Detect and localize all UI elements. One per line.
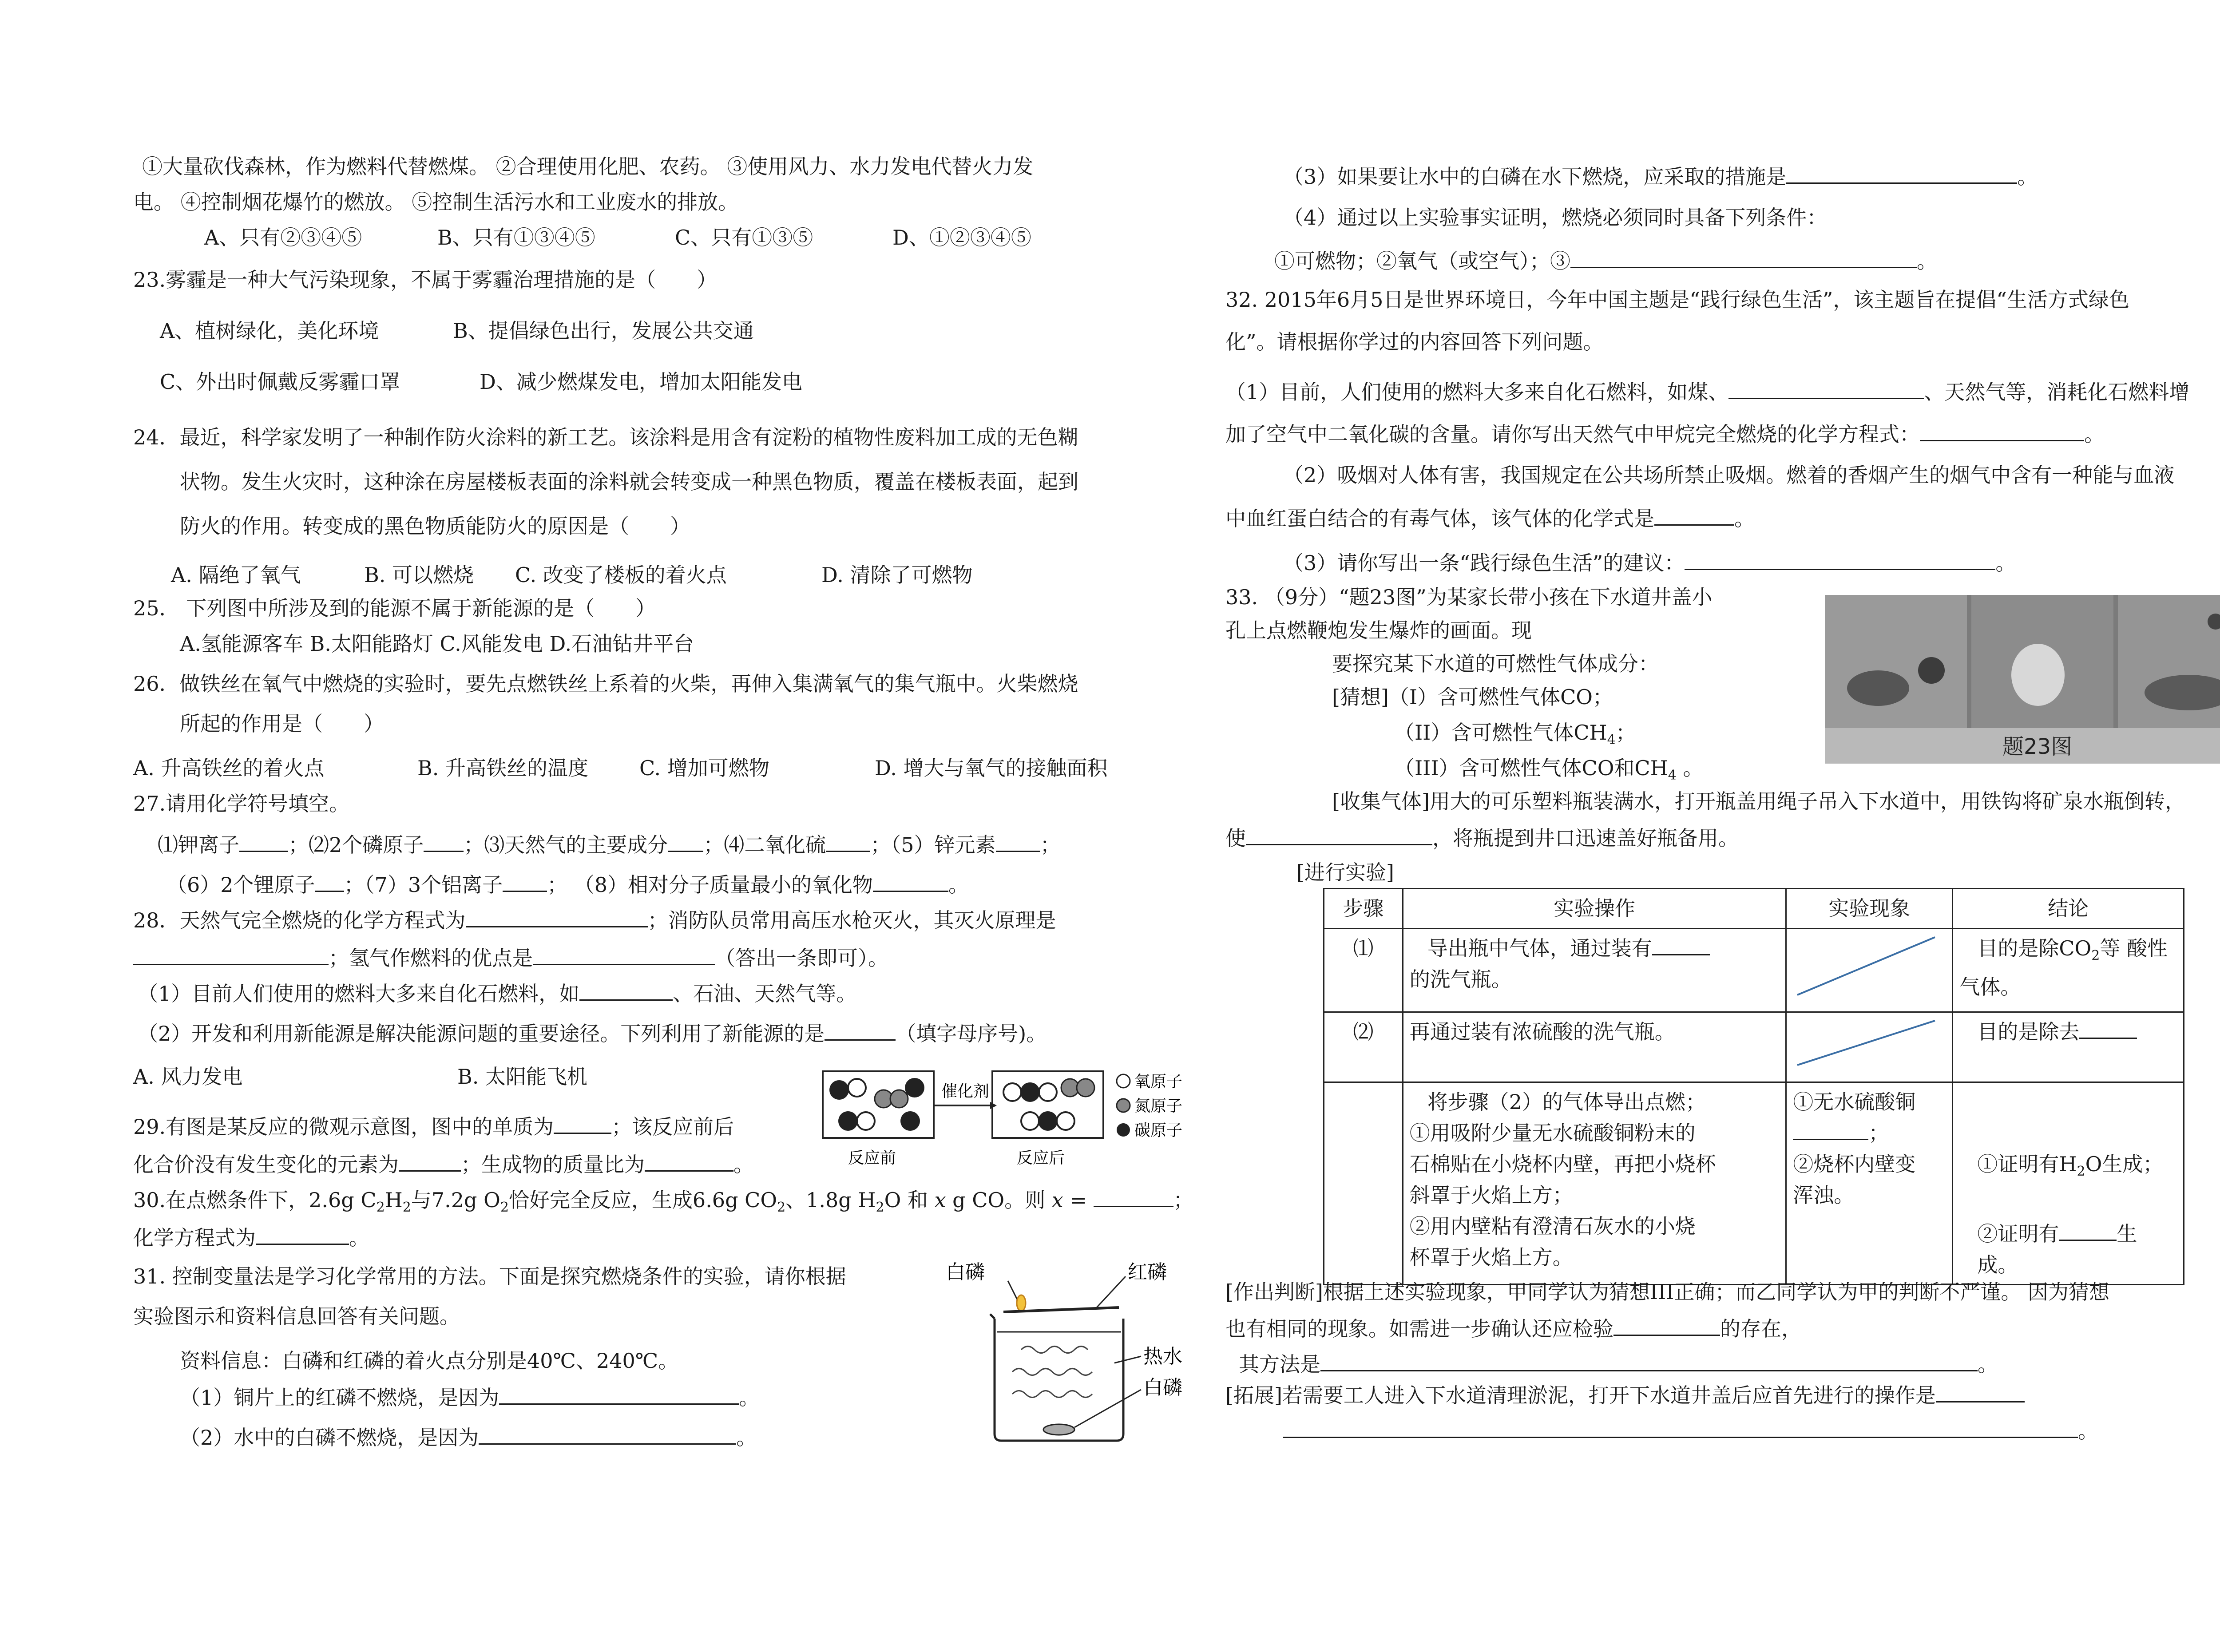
- carbon-atom: [1020, 1082, 1040, 1102]
- q31-sub3: [1283, 162, 2038, 190]
- answer-blank[interactable]: [825, 1019, 896, 1041]
- row3-con-2b: 生成。: [1977, 1222, 2137, 1277]
- nitrogen-atom: [1077, 1079, 1094, 1097]
- answer-blank[interactable]: [1936, 1381, 2025, 1402]
- arrow-head-icon: [990, 1102, 997, 1109]
- q30-x: x: [934, 1188, 946, 1212]
- row1-step: ⑴: [1324, 929, 1403, 1012]
- q22-option-c: C、只有①③⑤: [675, 226, 813, 250]
- answer-blank[interactable]: [668, 830, 703, 852]
- reaction-diagram: [821, 1070, 1230, 1177]
- q27-text-8: ；（7）3个铝离子: [344, 873, 503, 897]
- q32-sub2-line2: [1225, 504, 1755, 532]
- q24-line2: 状物。发生火灾时，这种涂在房屋楼板表面的涂料就会转变成一种黑色物质，覆盖在楼板表面，起到: [180, 470, 1078, 494]
- answer-blank[interactable]: [1320, 1350, 1978, 1371]
- beaker-diagram: [946, 1256, 1212, 1447]
- q33-exp-title: [进行实验]: [1296, 860, 1394, 884]
- q25-stem: 25． 下列图中所涉及到的能源不属于新能源的是（ ）: [133, 596, 656, 620]
- q33-judge1: [作出判断]根据上述实验现象，甲同学认为猜想III正确；而乙同学认为甲的判断不严谨。 因为猜想: [1225, 1280, 2110, 1304]
- carbon-atom: [838, 1111, 858, 1131]
- q30-line2: [133, 1223, 369, 1251]
- row3-operation: [1403, 1082, 1786, 1285]
- q27-text-6: ；: [1040, 833, 1061, 857]
- q30-t7: g CO。则: [946, 1188, 1052, 1212]
- white-phosphorus-piece: [1043, 1424, 1074, 1435]
- q33-collect2: [1225, 824, 1739, 852]
- answer-blank[interactable]: [533, 943, 715, 965]
- row3-op-1: 将步骤（2）的气体导出点燃；: [1427, 1090, 1706, 1114]
- q32-sub3: [1283, 548, 2016, 576]
- q30-t4: 恰好完全反应，生成6.6g CO: [508, 1188, 777, 1212]
- answer-blank[interactable]: [1728, 377, 1924, 399]
- header-operation: 实验操作: [1403, 889, 1786, 929]
- q33-line3: 要探究某下水道的可燃性气体成分：: [1332, 652, 1659, 676]
- answer-blank[interactable]: [2059, 1219, 2117, 1241]
- q30-t1: 30.在点燃条件下，2.6g C: [133, 1188, 377, 1212]
- q29-text-a: 29.有图是某反应的微观示意图，图中的单质为: [133, 1115, 554, 1139]
- row2-con-text: 目的是除去: [1977, 1020, 2080, 1044]
- photo-content: [1825, 595, 2220, 764]
- q33-guess2: （II）含可燃性气体$CH_4$；: [1394, 721, 1636, 748]
- q26-option-d: D. 增大与氧气的接触面积: [875, 756, 1108, 780]
- oxygen-atom: [857, 1112, 875, 1130]
- answer-blank[interactable]: [826, 830, 870, 852]
- q24-option-b: B. 可以燃烧: [364, 563, 474, 587]
- q28-option-a: A. 风力发电: [133, 1065, 243, 1089]
- q29-text-e: 。: [733, 1153, 754, 1177]
- carbon-atom: [1038, 1111, 1058, 1131]
- q30-t2: H: [385, 1188, 403, 1212]
- q32-line1: 32. 2015年6月5日是世界环境日，今年中国主题是“践行绿色生活”，该主题旨在提倡“生活方式绿色: [1225, 288, 2129, 312]
- q27-text-4: ；⑷二氧化硫: [703, 833, 826, 857]
- q30-t5: 、1.8g H: [785, 1188, 876, 1212]
- q28-text-c: ；氢气作燃料的优点是: [329, 946, 533, 970]
- answer-blank[interactable]: [479, 1423, 736, 1445]
- q24-line3: 防火的作用。转变成的黑色物质能防火的原因是（ ）: [180, 514, 690, 538]
- q27-text-1: ⑴钾离子: [158, 833, 239, 857]
- legend-carbon-icon: [1117, 1123, 1130, 1137]
- q24-option-c: C. 改变了楼板的着火点: [515, 563, 727, 587]
- answer-blank[interactable]: [424, 830, 464, 852]
- judge-text-1: 也有相同的现象。如需进一步确认还应检验: [1225, 1317, 1613, 1341]
- q26-option-b: B. 升高铁丝的温度: [417, 756, 589, 780]
- oxygen-atom: [1021, 1112, 1039, 1130]
- hot-water-label: 热水: [1143, 1345, 1182, 1368]
- answer-blank[interactable]: [1793, 1118, 1868, 1140]
- q28-sub2: [138, 1019, 1047, 1047]
- q28-text-e: （1）目前人们使用的燃料大多来自化石燃料，如: [138, 982, 580, 1006]
- row1-con-text-1: 目的是除CO: [1977, 936, 2092, 960]
- q27-line2: [166, 870, 969, 898]
- q29-text-c: 化合价没有发生变化的元素为: [133, 1153, 399, 1177]
- answer-blank[interactable]: [1570, 246, 1917, 268]
- q32-text-1: （1）目前，人们使用的燃料大多来自化石燃料，如煤、: [1225, 380, 1729, 404]
- q29-line1: [133, 1112, 734, 1140]
- row3-con-2a: ②证明有: [1977, 1222, 2059, 1246]
- q33-judge2: [1225, 1314, 1802, 1342]
- q30-t8: =: [1063, 1188, 1094, 1212]
- period: 。: [1978, 1352, 1998, 1376]
- q31-text-3: （3）如果要让水中的白磷在水下燃烧，应采取的措施是: [1283, 165, 1787, 189]
- header-conclusion: 结论: [1953, 889, 2184, 929]
- q31-line2: 实验图示和资料信息回答有关问题。: [133, 1304, 460, 1328]
- q30-t10: 化学方程式为: [133, 1226, 256, 1250]
- q31-conditions: [1274, 246, 1937, 274]
- question-photo: [1825, 595, 2220, 764]
- header-phenomenon: 实验现象: [1786, 889, 1953, 929]
- q28-sub1: [138, 979, 856, 1007]
- q24-option-a: A. 隔绝了氧气: [171, 563, 301, 587]
- q23-option-d: D、减少燃煤发电，增加太阳能发电: [480, 370, 802, 394]
- answer-blank[interactable]: [996, 830, 1040, 852]
- q33-line2: 孔上点燃鞭炮发生爆炸的画面。现: [1225, 618, 1532, 642]
- q31-sub2: [180, 1423, 757, 1451]
- q23-option-a: A、植树绿化，美化环境: [160, 319, 379, 343]
- period: 。: [2078, 1419, 2098, 1443]
- oxygen-atom: [1057, 1112, 1074, 1130]
- row1-phenomenon: [1786, 929, 1953, 1012]
- q28-text-b: ；消防队员常用高压水枪灭火，其灭火原理是: [647, 908, 1056, 932]
- legend-oxygen-icon: [1117, 1074, 1130, 1088]
- q28-option-b: B. 太阳能飞机: [457, 1065, 588, 1089]
- period: 。: [2017, 165, 2038, 189]
- q23-option-c: C、外出时佩戴反雾霾口罩: [160, 370, 400, 394]
- q32-text-5: （3）请你写出一条“践行绿色生活”的建议：: [1283, 551, 1685, 575]
- q22-option-a: A、只有②③④⑤: [204, 226, 362, 250]
- method-text: 其方法是: [1239, 1352, 1320, 1376]
- row2-phenomenon: [1786, 1012, 1953, 1082]
- answer-blank[interactable]: [1685, 548, 1995, 570]
- row3-conclusion: ①证明有$H_2O$生成； ②证明有 生成。: [1953, 1082, 2184, 1285]
- nitrogen-atom: [890, 1090, 908, 1108]
- q32-line2: 化”。请根据你学过的内容回答下列问题。: [1225, 330, 1604, 354]
- q32-text-4: 中血红蛋白结合的有毒气体，该气体的化学式是: [1225, 507, 1654, 531]
- q33-guess3: （III）含可燃性气体CO和$CH_4$ 。: [1394, 756, 1704, 784]
- legend-nitrogen-icon: [1117, 1099, 1130, 1112]
- answer-blank[interactable]: [1786, 162, 2017, 184]
- row3-op-3: 石棉贴在小烧杯内壁，再把小烧杯: [1409, 1152, 1716, 1176]
- row1-con-text-2: 等 酸性: [2100, 936, 2168, 960]
- q32-sub2: （2）吸烟对人体有害，我国规定在公共场所禁止吸烟。燃着的香烟产生的烟气中含有一种能与血液: [1283, 463, 2175, 487]
- after-label: 反应后: [1017, 1149, 1065, 1167]
- oxygen-atom: [1039, 1083, 1057, 1101]
- diagonal-slash: [1793, 933, 1939, 999]
- q28-text-f: 、石油、天然气等。: [673, 982, 857, 1006]
- q31-text-4: ①可燃物；②氧气（或空气）；③: [1274, 249, 1570, 273]
- period: 。: [2084, 422, 2105, 446]
- q29-text-d: ；生成物的质量比为: [461, 1153, 645, 1177]
- answer-blank[interactable]: [554, 1112, 611, 1134]
- carbon-atom: [905, 1078, 924, 1097]
- q33-method: [1239, 1350, 1998, 1378]
- q33-guess2-text: （II）含可燃性气体CH: [1394, 721, 1607, 745]
- experiment-table: [1323, 888, 2184, 1285]
- answer-blank[interactable]: [873, 870, 948, 892]
- legend-oxygen: 氧原子: [1134, 1073, 1183, 1091]
- answer-blank[interactable]: [1920, 420, 2084, 441]
- row1-con-text-3: 气体。: [1959, 975, 2021, 999]
- row3-con-1b: O生成；: [2085, 1152, 2164, 1176]
- answer-blank[interactable]: [1654, 504, 1734, 526]
- q32-sub1-line2: [1225, 420, 2105, 448]
- q32-text-3: 加了空气中二氧化碳的含量。请你写出天然气中甲烷完全燃烧的化学方程式：: [1225, 422, 1920, 446]
- q27-text-3: ；⑶天然气的主要成分: [464, 833, 668, 857]
- q33-extension: [1225, 1381, 2025, 1409]
- q31-period: 。: [736, 1426, 757, 1450]
- q32-text-2: 、天然气等，消耗化石燃料增: [1924, 380, 2190, 404]
- q28-text-a: 28．天然气完全燃烧的化学方程式为: [133, 908, 466, 932]
- period: 。: [1995, 551, 2016, 575]
- q33-collect1: [收集气体]用大的可乐塑料瓶装满水，打开瓶盖用绳子吊入下水道中，用铁钩将矿泉水瓶倒转，: [1332, 789, 2185, 813]
- row3-con-1a: ①证明有H: [1977, 1152, 2077, 1176]
- catalyst-label: 催化剂: [941, 1082, 990, 1101]
- q22-line1: ①大量砍伐森林，作为燃料代替燃煤。 ②合理使用化肥、农药。 ③使用风力、水力发电代替火力发: [142, 155, 1034, 178]
- q27-text-2: ；⑵2个磷原子: [288, 833, 424, 857]
- answer-blank[interactable]: [315, 870, 344, 892]
- q27-text-10: 。: [948, 873, 969, 897]
- row2-operation: 再通过装有浓硫酸的洗气瓶。: [1403, 1012, 1786, 1082]
- q33-extension-line2: [1283, 1416, 2098, 1444]
- q27-text-5: ；（5）锌元素: [870, 833, 996, 857]
- q30-t3: 与7.2g O: [411, 1188, 500, 1212]
- q31-text-2: （2）水中的白磷不燃烧，是因为: [180, 1426, 479, 1450]
- period: 。: [1917, 249, 1937, 273]
- answer-blank[interactable]: [1283, 1416, 2078, 1438]
- q29-line2: [133, 1150, 754, 1178]
- q28-text-d: （答出一条即可）。: [715, 946, 888, 970]
- q28-line1: [133, 906, 1056, 934]
- row3-phen-2: ②烧杯内壁变: [1793, 1152, 1916, 1176]
- answer-blank[interactable]: [466, 906, 648, 927]
- row1-operation: [1403, 929, 1786, 1012]
- judge-text-2: 的存在，: [1720, 1317, 1802, 1341]
- answer-blank[interactable]: [1094, 1185, 1173, 1207]
- q33-guess3-text: （III）含可燃性气体CO和CH: [1394, 756, 1668, 780]
- q28-text-h: （填字母序号)。: [896, 1022, 1047, 1046]
- row3-phen-1: ①无水硫酸铜: [1793, 1090, 1916, 1114]
- q33-collect-text-1: 使: [1225, 826, 1246, 850]
- q31-line1: 31. 控制变量法是学习化学常用的方法。下面是探究燃烧条件的实验，请你根据: [133, 1264, 846, 1288]
- q26-line2: 所起的作用是（ ）: [180, 712, 384, 736]
- answer-blank[interactable]: [1246, 824, 1432, 845]
- photo-caption: 题23图: [2002, 734, 2073, 759]
- q22-option-d: D、①②③④⑤: [892, 226, 1031, 250]
- q33-guess1: [猜想]（I）含可燃性气体CO；: [1332, 685, 1613, 709]
- white-phosphorus-label-2: 白磷: [1143, 1376, 1182, 1399]
- answer-blank[interactable]: [1613, 1314, 1720, 1336]
- legend-carbon: 碳原子: [1134, 1121, 1183, 1140]
- diagonal-slash: [1793, 1016, 1939, 1070]
- row3-step: [1324, 1082, 1403, 1285]
- q30-t11: 。: [349, 1226, 369, 1250]
- answer-blank[interactable]: [133, 943, 329, 965]
- answer-blank[interactable]: [503, 870, 547, 892]
- ext-text: [拓展]若需要工人进入下水道清理淤泥，打开下水道井盖后应首先进行的操作是: [1225, 1383, 1936, 1407]
- answer-blank[interactable]: [499, 1383, 739, 1405]
- answer-blank[interactable]: [2079, 1017, 2137, 1039]
- q26-line1: 26．做铁丝在氧气中燃烧的实验时，要先点燃铁丝上系着的火柴，再伸入集满氧气的集气瓶中。火柴燃烧: [133, 672, 1078, 696]
- q30-line1: 30.在点燃条件下，2.6g $C_2H_2$与7.2g $O_2$恰好完全反应，生成6.6g $CO_2$、1.8g $H_2O$ 和 x g CO。则 x = ；: [133, 1185, 1194, 1221]
- legend-nitrogen: 氮原子: [1134, 1097, 1183, 1115]
- flame-icon: [1017, 1295, 1026, 1311]
- answer-blank[interactable]: [579, 979, 673, 1001]
- q32-sub1: [1225, 377, 2189, 405]
- oxygen-atom: [848, 1079, 866, 1097]
- q30-t9: ；: [1173, 1188, 1194, 1212]
- q31-period: 。: [739, 1386, 760, 1410]
- q28-text-g: （2）开发和利用新能源是解决能源问题的重要途径。下列利用了新能源的是: [138, 1022, 825, 1046]
- q24-line1: 24．最近，科学家发明了一种制作防火涂料的新工艺。该涂料是用含有淀粉的植物性废料加工成的无色糊: [133, 425, 1078, 449]
- row3-op-5: ②用内壁粘有澄清石灰水的小烧: [1409, 1214, 1696, 1238]
- q31-sub1: [180, 1383, 759, 1411]
- q23-option-b: B、提倡绿色出行，发展公共交通: [453, 319, 754, 343]
- carbon-atom: [829, 1080, 849, 1100]
- white-phosphorus-label: 白磷: [946, 1261, 985, 1284]
- answer-blank[interactable]: [256, 1223, 349, 1245]
- answer-blank[interactable]: [645, 1150, 733, 1172]
- row3-phenomenon: ①无水硫酸铜 ； ②烧杯内壁变 浑浊。: [1786, 1082, 1953, 1285]
- q29-text-b: ；该反应前后: [611, 1115, 734, 1139]
- answer-blank[interactable]: [399, 1150, 461, 1172]
- row3-op-2: ①用吸附少量无水硫酸铜粉末的: [1409, 1121, 1696, 1145]
- q26-option-c: C. 增加可燃物: [639, 756, 769, 780]
- row1-op-text-1: 导出瓶中气体，通过装有: [1427, 936, 1652, 960]
- q30-x2: x: [1051, 1188, 1063, 1212]
- row3-op-6: 杯罩于火焰上方。: [1409, 1245, 1573, 1269]
- q31-sub4: （4）通过以上实验事实证明，燃烧必须同时具备下列条件：: [1283, 206, 1828, 230]
- red-phosphorus-label: 红磷: [1128, 1261, 1167, 1284]
- q31-info: 资料信息：白磷和红磷的着火点分别是40℃、240℃。: [180, 1349, 679, 1373]
- row2-conclusion: [1953, 1012, 2184, 1082]
- q27-text-7: （6）2个锂原子: [166, 873, 315, 897]
- q27-stem: 27.请用化学符号填空。: [133, 792, 350, 816]
- oxygen-atom: [1003, 1083, 1021, 1101]
- before-label: 反应前: [848, 1149, 896, 1167]
- row1-op-text-2: 的洗气瓶。: [1409, 967, 1512, 991]
- q23-stem: 23.雾霾是一种大气污染现象，不属于雾霾治理措施的是（ ）: [133, 268, 718, 292]
- q22-line2: 电。 ④控制烟花爆竹的燃放。 ⑤控制生活污水和工业废水的排放。: [133, 190, 739, 214]
- q25-options: A.氢能源客车 B.太阳能路灯 C.风能发电 D.石油钻井平台: [180, 632, 694, 656]
- answer-blank[interactable]: [1652, 934, 1710, 955]
- q27-text-9: ； （8）相对分子质量最小的氧化物: [547, 873, 873, 897]
- q22-option-b: B、只有①③④⑤: [437, 226, 595, 250]
- q28-line2: [133, 943, 888, 971]
- q27-line1: [158, 830, 1061, 858]
- header-step: 步骤: [1324, 889, 1403, 929]
- row3-op-4: 斜罩于火焰上方；: [1409, 1183, 1573, 1207]
- period: 。: [1734, 507, 1755, 531]
- carbon-atom: [900, 1111, 920, 1131]
- q26-option-a: A. 升高铁丝的着火点: [133, 756, 325, 780]
- beaker: [995, 1319, 1123, 1441]
- q33-line1: 33. （9分）“题23图”为某家长带小孩在下水道井盖小: [1225, 585, 1713, 609]
- q24-option-d: D. 清除了可燃物: [821, 563, 973, 587]
- q33-collect-text-2: ，将瓶提到井口迅速盖好瓶备用。: [1432, 826, 1739, 850]
- answer-blank[interactable]: [239, 830, 288, 852]
- row1-conclusion: 目的是除$CO_2$等 酸性 气体。: [1953, 929, 2184, 1012]
- row3-phen-3: 浑浊。: [1793, 1183, 1855, 1207]
- row2-step: ⑵: [1324, 1012, 1403, 1082]
- q31-text-1: （1）铜片上的红磷不燃烧，是因为: [180, 1386, 500, 1410]
- q30-t6: O 和: [884, 1188, 935, 1212]
